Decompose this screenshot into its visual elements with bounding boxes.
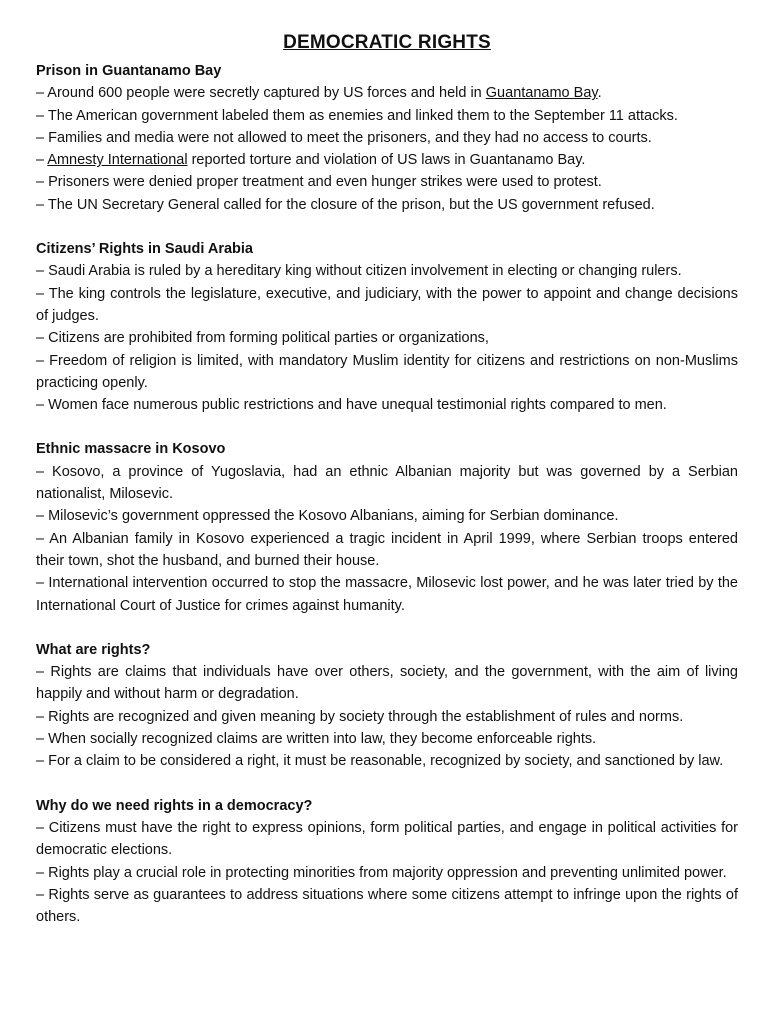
bullet-text-tail: reported torture and violation of US laws in Guantanamo Bay. xyxy=(187,152,586,169)
bullet-text: – The king controls the legislature, executive, and judiciary, with the power to appoint and change decisions of judges. xyxy=(36,285,738,324)
bullet-text: – International intervention occurred to stop the massacre, Milosevic lost power, and he was later tried by the International Court of Justice for crimes against humanity. xyxy=(36,575,738,614)
bullet-item xyxy=(36,817,738,862)
bullet-item xyxy=(36,149,738,171)
bullet-item xyxy=(36,750,738,772)
bullet-text: – Rights play a crucial role in protecting minorities from majority oppression and preventing unlimited power. xyxy=(36,864,727,881)
section-heading: Ethnic massacre in Kosovo xyxy=(36,441,226,458)
bullet-text: – Prisoners were denied proper treatment and even hunger strikes were used to protest. xyxy=(36,174,602,191)
bullet-item xyxy=(36,728,738,750)
bullet-item xyxy=(36,105,738,127)
section-heading: Citizens’ Rights in Saudi Arabia xyxy=(36,241,253,258)
bullet-text: – Milosevic’s government oppressed the Kosovo Albanians, aiming for Serbian dominance. xyxy=(36,508,619,525)
bullet-text: – Rights are claims that individuals have over others, society, and the government, with the aim of living happily and without harm or degradation. xyxy=(36,664,738,703)
bullet-text: – Citizens must have the right to express opinions, form political parties, and engage in political activities for democratic elections. xyxy=(36,819,738,859)
bullet-text: – xyxy=(36,152,48,169)
bullet-text: – An Albanian family in Kosovo experienced a tragic incident in April 1999, where Serbian troops entered their town, shot the husband, and burned their house. xyxy=(36,530,738,569)
section-heading: Why do we need rights in a democracy? xyxy=(36,797,313,814)
bullet-item xyxy=(36,394,738,416)
bullet-item xyxy=(36,661,738,706)
hyperlink[interactable]: Guantanamo Bay xyxy=(485,85,598,102)
bullet-text: – Rights are recognized and given meaning by society through the establishment of rules and norms. xyxy=(36,708,684,725)
bullet-item xyxy=(36,706,738,728)
bullet-item xyxy=(36,283,738,328)
document-page xyxy=(36,30,738,950)
section xyxy=(36,639,738,773)
bullet-item xyxy=(36,884,738,929)
bullet-item xyxy=(36,82,738,104)
bullet-item xyxy=(36,862,738,884)
section xyxy=(36,438,738,616)
bullet-text: – Kosovo, a province of Yugoslavia, had an ethnic Albanian majority but was governed by a Serbian nationalist, Milosevic. xyxy=(36,463,738,503)
bullet-item xyxy=(36,327,738,349)
bullet-text: – The American government labeled them as enemies and linked them to the September 11 attacks. xyxy=(36,107,678,124)
bullet-text: – The UN Secretary General called for the closure of the prison, but the US government refused. xyxy=(36,196,655,213)
bullet-text: – Women face numerous public restrictions and have unequal testimonial rights compared to men. xyxy=(36,397,667,414)
bullet-text: – Around 600 people were secretly captured by US forces and held in xyxy=(36,85,486,102)
bullet-text: – Saudi Arabia is ruled by a hereditary king without citizen involvement in electing or changing rulers. xyxy=(36,263,682,280)
bullet-text: – Families and media were not allowed to meet the prisoners, and they had no access to courts. xyxy=(36,129,652,146)
bullet-item xyxy=(36,461,738,506)
sections-container xyxy=(36,60,738,928)
bullet-text: – Rights serve as guarantees to address situations where some citizens attempt to infringe upon the rights of others. xyxy=(36,886,738,926)
bullet-item xyxy=(36,171,738,193)
section xyxy=(36,238,738,416)
bullet-text: – When socially recognized claims are written into law, they become enforceable rights. xyxy=(36,731,597,748)
bullet-item xyxy=(36,528,738,573)
bullet-item xyxy=(36,505,738,527)
section-heading: What are rights? xyxy=(36,641,151,658)
bullet-text: – For a claim to be considered a right, it must be reasonable, recognized by society, and sanctioned by law. xyxy=(36,753,724,770)
section xyxy=(36,795,738,929)
bullet-text: – Freedom of religion is limited, with mandatory Muslim identity for citizens and restrictions on non-Muslims practicing openly. xyxy=(36,352,738,391)
bullet-item xyxy=(36,572,738,617)
bullet-item xyxy=(36,127,738,149)
hyperlink[interactable]: Amnesty International xyxy=(47,152,188,169)
document-title: DEMOCRATIC RIGHTS xyxy=(283,32,491,53)
bullet-item xyxy=(36,350,738,395)
section xyxy=(36,60,738,216)
bullet-item xyxy=(36,260,738,282)
section-heading: Prison in Guantanamo Bay xyxy=(36,63,222,79)
bullet-text-tail: . xyxy=(597,85,602,102)
bullet-item xyxy=(36,194,738,216)
bullet-text: – Citizens are prohibited from forming political parties or organizations, xyxy=(36,330,489,347)
